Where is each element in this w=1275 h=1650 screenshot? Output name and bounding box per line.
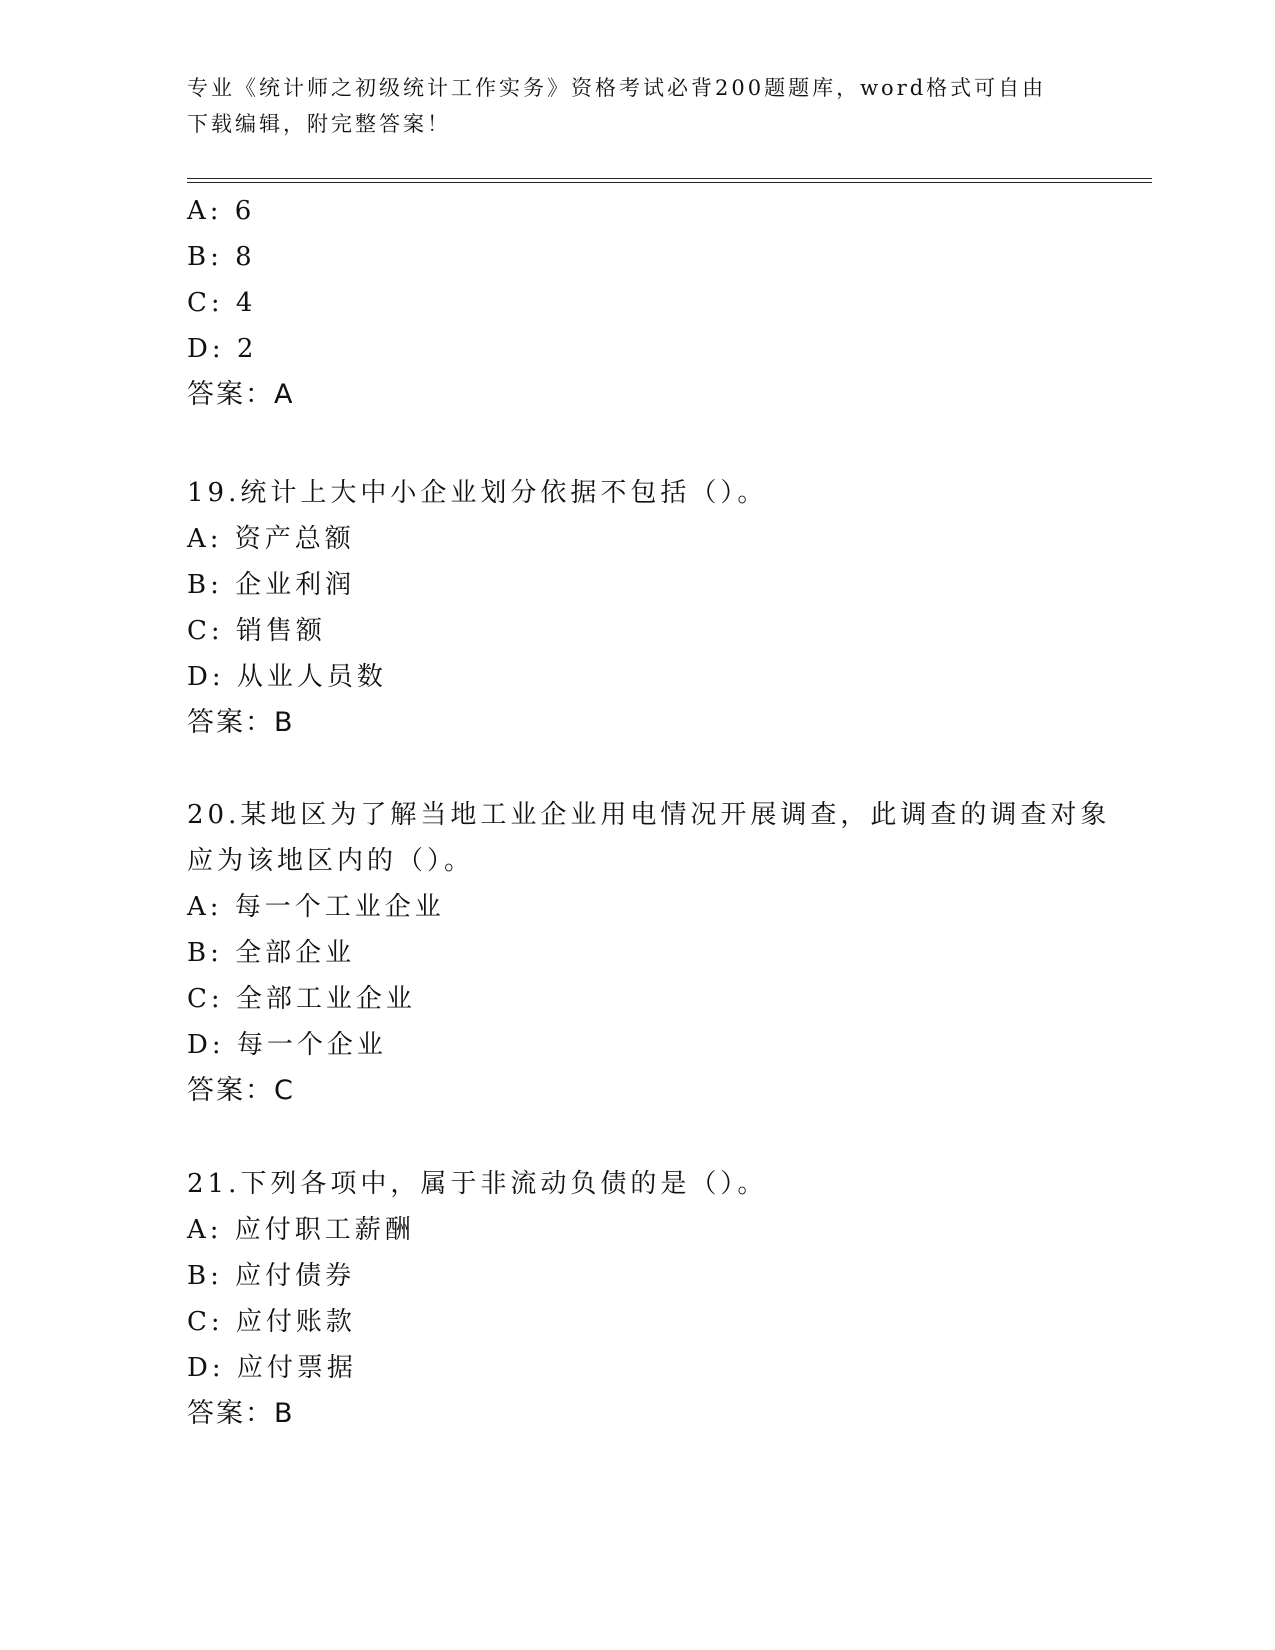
answer-line: 答案：A [187, 379, 295, 410]
option-c: C: 全部工业企业 [187, 984, 416, 1014]
header-line-2: 下载编辑，附完整答案！ [187, 112, 451, 136]
question-19-block [187, 470, 767, 746]
question-20-block [187, 792, 1110, 1114]
option-b: B: 8 [187, 242, 256, 272]
answer-line: 答案：B [187, 1398, 295, 1429]
question-text-line-2: 应为该地区内的（）。 [187, 846, 475, 876]
option-a: A: 每一个工业企业 [187, 892, 445, 922]
question-text: 19.统计上大中小企业划分依据不包括（）。 [187, 478, 768, 508]
header-line-1: 专业《统计师之初级统计工作实务》资格考试必背200题题库，word格式可自由 [187, 76, 1047, 100]
document-header [187, 70, 1087, 142]
answer-line: 答案：C [187, 1075, 295, 1106]
option-c: C: 应付账款 [187, 1307, 356, 1337]
option-c: C: 4 [187, 288, 257, 318]
option-b: B: 应付债券 [187, 1261, 356, 1291]
question-21-block [187, 1161, 767, 1437]
option-b: B: 企业利润 [187, 570, 356, 600]
option-a: A: 应付职工薪酬 [187, 1215, 415, 1245]
question-18-block [187, 188, 294, 418]
option-b: B: 全部企业 [187, 938, 356, 968]
header-divider-top [187, 178, 1152, 179]
option-d: D: 从业人员数 [187, 662, 387, 692]
question-text-line-1: 20.某地区为了解当地工业企业用电情况开展调查，此调查的调查对象 [187, 800, 1111, 830]
option-a: A: 6 [187, 196, 256, 226]
option-a: A: 资产总额 [187, 524, 355, 554]
header-divider-bottom [187, 182, 1152, 183]
option-c: C: 销售额 [187, 616, 326, 646]
option-d: D: 每一个企业 [187, 1030, 387, 1060]
answer-line: 答案：B [187, 707, 295, 738]
question-text: 21.下列各项中，属于非流动负债的是（）。 [187, 1169, 768, 1199]
option-d: D: 应付票据 [187, 1353, 357, 1383]
option-d: D: 2 [187, 334, 258, 364]
